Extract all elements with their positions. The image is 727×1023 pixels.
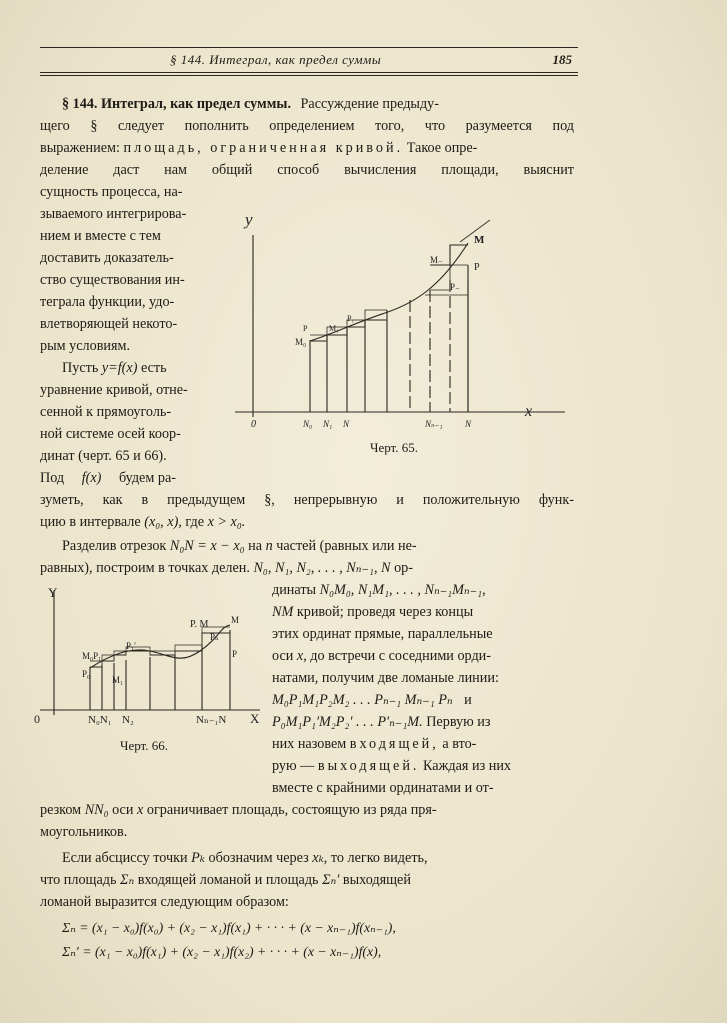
section-heading: § 144. Интеграл, как предел суммы. bbox=[62, 96, 291, 112]
fig65-label-M0: M₀ bbox=[295, 337, 307, 347]
fig65-y-label: y bbox=[245, 210, 253, 229]
text-line: теграла функции, удо- bbox=[40, 294, 175, 310]
text-line: вместе с крайними ординатами и от- bbox=[272, 780, 494, 796]
formula: n bbox=[265, 538, 273, 554]
text-line bbox=[40, 513, 245, 531]
text-span: есть bbox=[140, 360, 167, 376]
text-span: выражением: bbox=[40, 140, 120, 156]
text-line: рым условиям. bbox=[40, 338, 131, 354]
text-span: цию в интервале bbox=[40, 514, 141, 530]
text-line: сущность процесса, на- bbox=[40, 184, 183, 200]
formula: N₀N = x − x₀ bbox=[169, 538, 245, 554]
formula: (x₀, x), bbox=[144, 514, 182, 530]
text-line bbox=[272, 757, 511, 775]
formula: Σₙ′ bbox=[322, 872, 340, 888]
fig65-label-N: N bbox=[465, 419, 472, 429]
fig66-label-M0P1: M₀P₁ bbox=[82, 651, 102, 661]
text-span: Разделив отрезок bbox=[62, 538, 167, 554]
fig65-label-N2: N bbox=[343, 419, 350, 429]
fig65-label-N1: N₁ bbox=[323, 419, 333, 429]
fig65-label-P0: P bbox=[303, 324, 308, 333]
running-title: § 144. Интеграл, как предел суммы bbox=[170, 52, 382, 67]
text-line: ломаной выразится следующим образом: bbox=[40, 894, 289, 910]
fig66-origin: 0 bbox=[34, 712, 40, 725]
text-span: на bbox=[248, 538, 263, 554]
text-span: где bbox=[185, 514, 205, 530]
text-line bbox=[62, 537, 574, 555]
header-bottom-rule bbox=[40, 72, 578, 73]
text-line: зываемого интегрирова- bbox=[40, 206, 187, 222]
text-line bbox=[62, 359, 167, 377]
fig66-label-P: P bbox=[232, 649, 238, 659]
formula: M₀P₁M₁P₂M₂ . . . Pₙ₋₁ Mₙ₋₁ Pₙ bbox=[272, 692, 453, 708]
text-span: выходящей bbox=[342, 872, 411, 888]
page-number: 185 bbox=[552, 52, 572, 67]
formula: y=f(x) bbox=[101, 360, 138, 376]
text-line bbox=[272, 691, 472, 709]
fig65-label-N0: N₀ bbox=[303, 419, 313, 429]
formula: P₀M₁P₁′M₂P₂′ . . . P′ₙ₋₁M. bbox=[272, 714, 423, 730]
text-span: Пусть bbox=[62, 360, 99, 376]
text-line: доставить доказатель- bbox=[40, 250, 174, 266]
text-line: уравнение кривой, отне- bbox=[40, 382, 188, 398]
text-line: щего § следует пополнить определением того, что разумеется под bbox=[40, 118, 574, 134]
text-line: деление даст нам общий способ вычисления площади, выяснит bbox=[40, 162, 574, 178]
text-span: равных), построим в точках делен. bbox=[40, 560, 250, 576]
text-line: ство существования ин- bbox=[40, 272, 185, 288]
text-span: до встречи с соседними орди- bbox=[310, 648, 491, 664]
fig65-x-label: x bbox=[525, 403, 533, 420]
header-bottom-rule-thin bbox=[40, 75, 578, 76]
text-line bbox=[272, 713, 490, 731]
fig66-x-label: X bbox=[250, 711, 260, 725]
fig65-origin: 0 bbox=[251, 419, 256, 430]
text-line bbox=[40, 559, 574, 577]
text-span: оси bbox=[112, 802, 134, 818]
text-span: кривой; проведя через концы bbox=[296, 604, 474, 620]
fig66-label-Pn: Pₙ bbox=[210, 632, 219, 642]
fig65-label-P1: P₁ bbox=[347, 314, 355, 323]
running-header bbox=[40, 52, 578, 70]
fig66-label-P0: P₀ bbox=[82, 669, 91, 679]
text-span: входящей ломаной и площадь bbox=[137, 872, 319, 888]
text-line: нием и вместе с тем bbox=[40, 228, 161, 244]
text-span: Каждая из них bbox=[423, 758, 512, 774]
text-span: будем ра- bbox=[118, 470, 176, 486]
formula: f(x) bbox=[81, 470, 102, 486]
text-line bbox=[40, 801, 574, 819]
text-line: моугольников. bbox=[40, 824, 128, 840]
text-span: а вто- bbox=[442, 736, 477, 752]
text-line bbox=[272, 647, 491, 665]
figure-65 bbox=[225, 205, 575, 460]
text-line: влетворяющей некото- bbox=[40, 316, 178, 332]
text-span: Такое опре- bbox=[406, 140, 478, 156]
text-line bbox=[272, 735, 476, 753]
text-line: ной системе осей коор- bbox=[40, 426, 181, 442]
fig65-label-Nn1: Nₙ₋₁ bbox=[425, 419, 443, 429]
fig66-curve bbox=[90, 625, 230, 668]
text-span: что площадь bbox=[40, 872, 117, 888]
fig65-label-M: M bbox=[474, 234, 485, 246]
text-line: сенной к прямоуголь- bbox=[40, 404, 172, 420]
text-span: то легко видеть, bbox=[330, 850, 428, 866]
text-line: этих ординат прямые, параллельные bbox=[272, 626, 493, 642]
text-line: зуметь, как в предыдущем §, непрерывную и положительную функ- bbox=[40, 492, 574, 508]
text-line: натами, получим две ломаные линии: bbox=[272, 670, 499, 686]
text-line bbox=[40, 871, 574, 889]
formula: NN₀ bbox=[84, 802, 109, 818]
formula: x > x₀. bbox=[207, 514, 246, 530]
text-span: обозначим через bbox=[208, 850, 309, 866]
fig66-label-Nn: Nₙ₋₁N bbox=[196, 714, 227, 725]
text-span: частей (равных или не- bbox=[276, 538, 417, 554]
fig65-caption: Черт. 65. bbox=[370, 440, 419, 455]
fig66-label-PM: P. M bbox=[190, 619, 209, 630]
fig66-label-M: M bbox=[231, 615, 240, 625]
fig66-label-N2: N₂ bbox=[122, 714, 134, 725]
spaced-emphasis: выходящей. bbox=[317, 758, 420, 774]
text-line bbox=[272, 581, 486, 599]
fig65-label-M1: M₁ bbox=[329, 324, 339, 333]
fig66-label-P1: P₁′ bbox=[126, 641, 137, 651]
text-line bbox=[40, 139, 574, 157]
fig65-label-Pn: P₋ bbox=[450, 282, 460, 292]
text-line: динат (черт. 65 и 66). bbox=[40, 448, 167, 464]
spaced-emphasis: площадь, ограниченная кривой. bbox=[123, 140, 404, 156]
formula: Pₖ bbox=[191, 850, 205, 866]
formula: NM bbox=[272, 604, 294, 620]
formula: Σₙ bbox=[120, 872, 135, 888]
equation-sigma-n: Σₙ = (x₁ − x₀)f(x₀) + (x₂ − x₁)f(x₁) + · · · + (x − xₙ₋₁)f(xₙ₋₁), bbox=[62, 920, 396, 935]
fig66-label-N0N1: N₀N₁ bbox=[88, 714, 112, 725]
equation-sigma-n-prime: Σₙ′ = (x₁ − x₀)f(x₁) + (x₂ − x₁)f(x₂) + · · · + (x − xₙ₋₁)f(x), bbox=[62, 944, 382, 959]
text-span: ограничивает площадь, состоящую из ряда пря- bbox=[146, 802, 437, 818]
text-span: Первую из bbox=[426, 714, 491, 730]
fig66-label-M1: M₁ bbox=[112, 675, 124, 685]
formula: x bbox=[137, 802, 144, 818]
formula: N₀M₀, N₁M₁, . . . , Nₙ₋₁Mₙ₋₁, bbox=[319, 582, 486, 598]
text-span: Если абсциссу точки bbox=[62, 850, 188, 866]
text-span: динаты bbox=[272, 582, 317, 598]
text-span: них назовем bbox=[272, 736, 347, 752]
text-span: рую — bbox=[272, 758, 315, 774]
text-span: Под bbox=[40, 470, 65, 486]
text-line bbox=[272, 603, 473, 621]
fig66-y-label: Y bbox=[48, 585, 58, 600]
header-top-rule bbox=[40, 47, 578, 48]
formula: N₀, N₁, N₂, . . . , Nₙ₋₁, N bbox=[253, 560, 391, 576]
spaced-emphasis: входящей, bbox=[349, 736, 439, 752]
fig65-label-Mn: M₋ bbox=[430, 255, 443, 265]
figure-66 bbox=[30, 585, 275, 725]
text-span: Рассуждение предыду- bbox=[300, 96, 439, 112]
text-span: и bbox=[464, 692, 472, 708]
formula: x, bbox=[296, 648, 307, 664]
text-span: резком bbox=[40, 802, 82, 818]
text-line bbox=[62, 95, 574, 113]
text-span: оси bbox=[272, 648, 294, 664]
text-line bbox=[62, 849, 574, 867]
fig66-caption: Черт. 66. bbox=[120, 738, 169, 753]
fig65-label-P: P bbox=[474, 262, 480, 273]
formula: xₖ, bbox=[312, 850, 328, 866]
text-line bbox=[40, 469, 176, 487]
text-span: ор- bbox=[394, 560, 413, 576]
